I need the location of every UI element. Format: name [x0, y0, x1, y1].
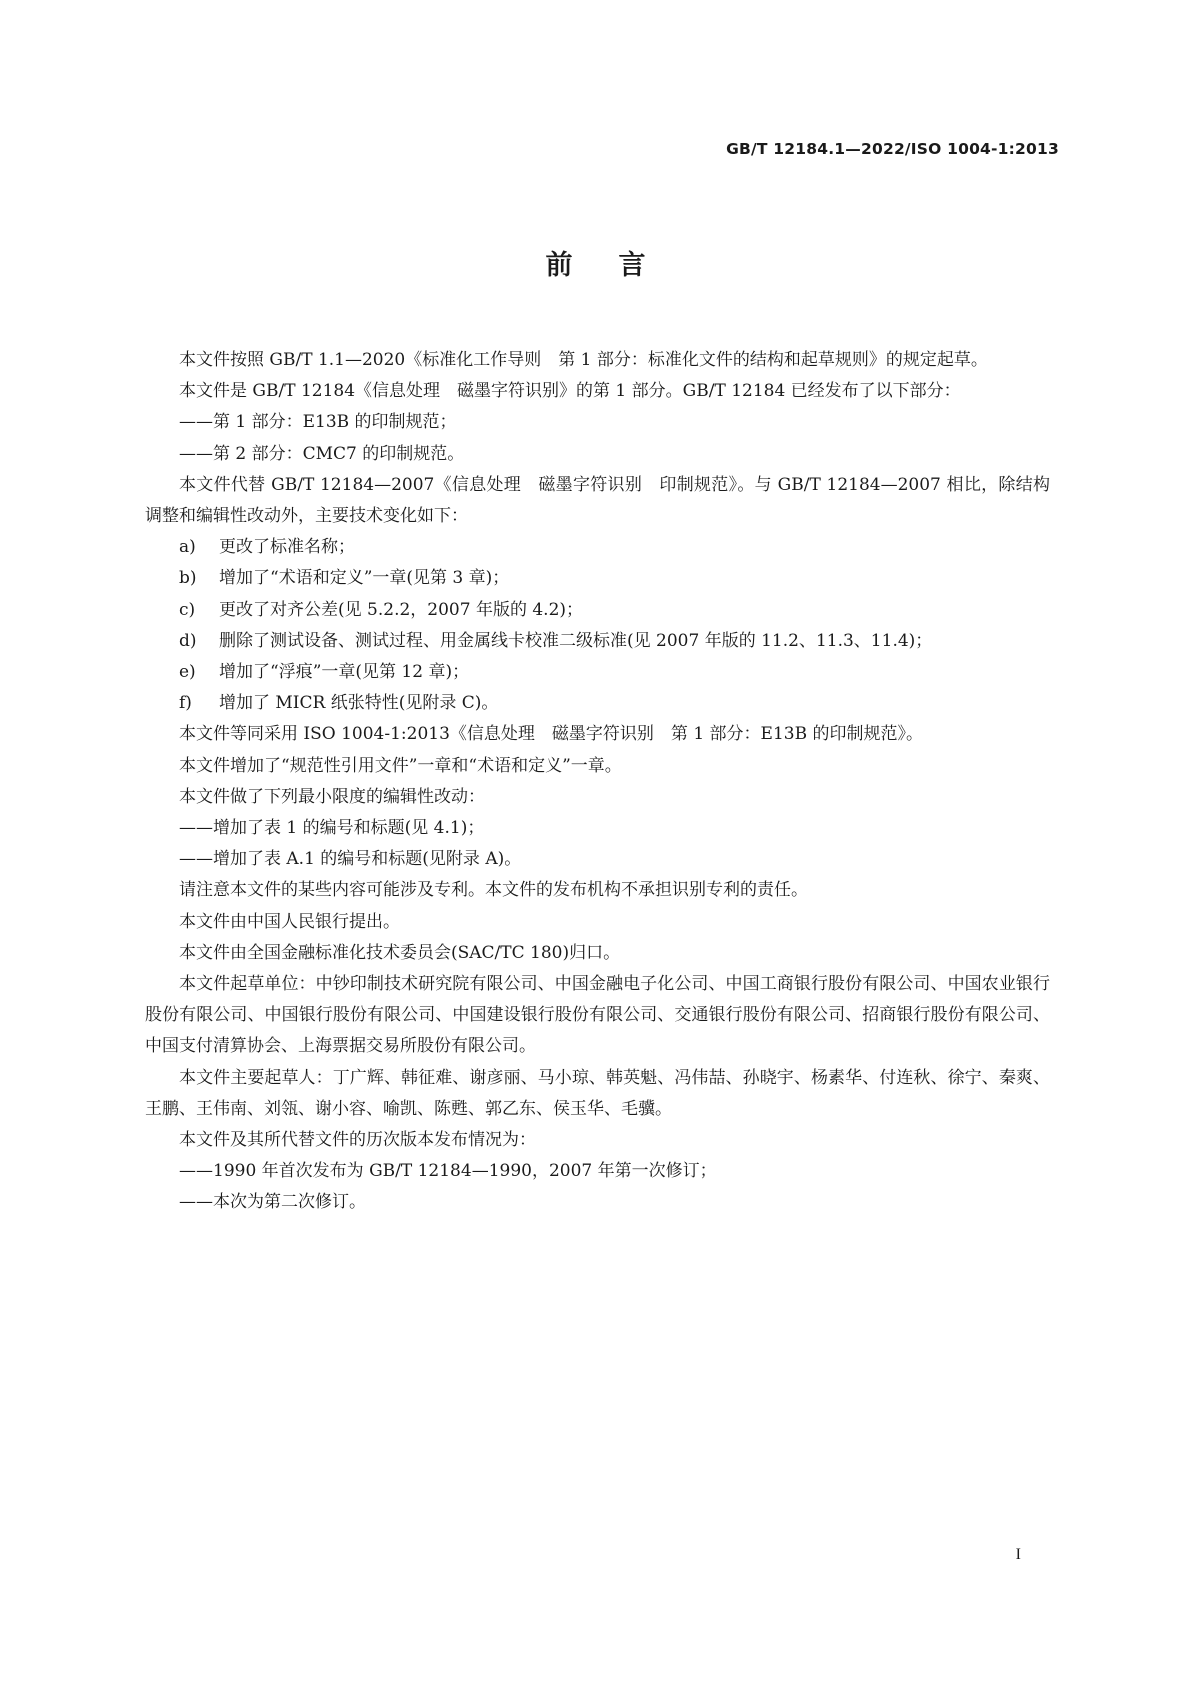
- page-number: I: [1015, 1546, 1021, 1563]
- change-list-item: [145, 595, 1050, 626]
- paragraph-adoption: 本文件等同采用 ISO 1004-1:2013《信息处理 磁墨字符识别 第 1 部分：E13B 的印制规范》。: [179, 724, 923, 745]
- paragraph-drafters: 本文件主要起草人：丁广辉、韩征难、谢彦丽、马小琼、韩英魁、冯伟喆、孙晓宇、杨素华、付连秋、徐宁、秦爽、王鹏、王伟南、刘瓴、谢小容、喻凯、陈甦、郭乙东、侯玉华、毛骥。: [145, 1067, 1050, 1119]
- page-title: 前言: [545, 250, 692, 281]
- list-label: c): [179, 599, 196, 620]
- foreword-body: [145, 345, 1050, 1219]
- list-text: 更改了对齐公差(见 5.2.2，2007 年版的 4.2)；: [219, 599, 584, 620]
- list-text: 删除了测试设备、测试过程、用金属线卡校准二级标准(见 2007 年版的 11.2、11.3、11.4)；: [219, 630, 933, 651]
- change-list-item: [145, 657, 1050, 688]
- dash-item: ——第 1 部分：E13B 的印制规范；: [179, 412, 457, 433]
- list-label: a): [179, 537, 196, 558]
- list-label: d): [179, 630, 197, 651]
- paragraph-editorial-changes: 本文件做了下列最小限度的编辑性改动：: [179, 786, 485, 807]
- dash-item: ——增加了表 1 的编号和标题(见 4.1)；: [179, 818, 485, 839]
- paragraph-version-history: 本文件及其所代替文件的历次版本发布情况为：: [179, 1130, 536, 1151]
- change-list-item: [145, 688, 1050, 719]
- list-text: 更改了标准名称；: [219, 537, 355, 558]
- change-list-item: [145, 532, 1050, 563]
- list-label: e): [179, 662, 196, 683]
- paragraph-proposer: 本文件由中国人民银行提出。: [179, 911, 400, 932]
- list-text: 增加了“术语和定义”一章(见第 3 章)；: [219, 568, 510, 589]
- paragraph-series-parts: 本文件是 GB/T 12184《信息处理 磁墨字符识别》的第 1 部分。GB/T 12184 已经发布了以下部分：: [179, 381, 961, 402]
- dash-item: ——1990 年首次发布为 GB/T 12184—1990，2007 年第一次修订；: [179, 1161, 717, 1182]
- paragraph-replacement: 本文件代替 GB/T 12184—2007《信息处理 磁墨字符识别 印制规范》。与 GB/T 12184—2007 相比，除结构调整和编辑性改动外，主要技术变化如下：: [145, 474, 1050, 527]
- dash-item: ——第 2 部分：CMC7 的印制规范。: [179, 443, 465, 464]
- dash-item: ——本次为第二次修订。: [179, 1192, 366, 1213]
- paragraph-committee: 本文件由全国金融标准化技术委员会(SAC/TC 180)归口。: [179, 942, 621, 963]
- list-text: 增加了 MICR 纸张特性(见附录 C)。: [219, 693, 499, 714]
- dash-item: ——增加了表 A.1 的编号和标题(见附录 A)。: [179, 849, 522, 870]
- paragraph-patent-notice: 请注意本文件的某些内容可能涉及专利。本文件的发布机构不承担识别专利的责任。: [179, 880, 808, 901]
- document-id-header: GB/T 12184.1—2022/ISO 1004-1:2013: [726, 140, 1059, 158]
- change-list-item: [145, 626, 1050, 657]
- paragraph-drafting-units: 本文件起草单位：中钞印制技术研究院有限公司、中国金融电子化公司、中国工商银行股份有限公司、中国农业银行股份有限公司、中国银行股份有限公司、中国建设银行股份有限公司、交通银行股份有限公司、招商银行股份有限公司、中国支付清算协会、上海票据交易所股份有限公司。: [145, 974, 1050, 1057]
- change-list-item: [145, 563, 1050, 594]
- list-text: 增加了“浮痕”一章(见第 12 章)；: [219, 662, 470, 683]
- list-label: b): [179, 568, 197, 589]
- list-label: f): [179, 693, 192, 714]
- paragraph-drafting-rules: 本文件按照 GB/T 1.1—2020《标准化工作导则 第 1 部分：标准化文件的结构和起草规则》的规定起草。: [179, 350, 988, 370]
- paragraph-added-chapters: 本文件增加了“规范性引用文件”一章和“术语和定义”一章。: [179, 755, 622, 776]
